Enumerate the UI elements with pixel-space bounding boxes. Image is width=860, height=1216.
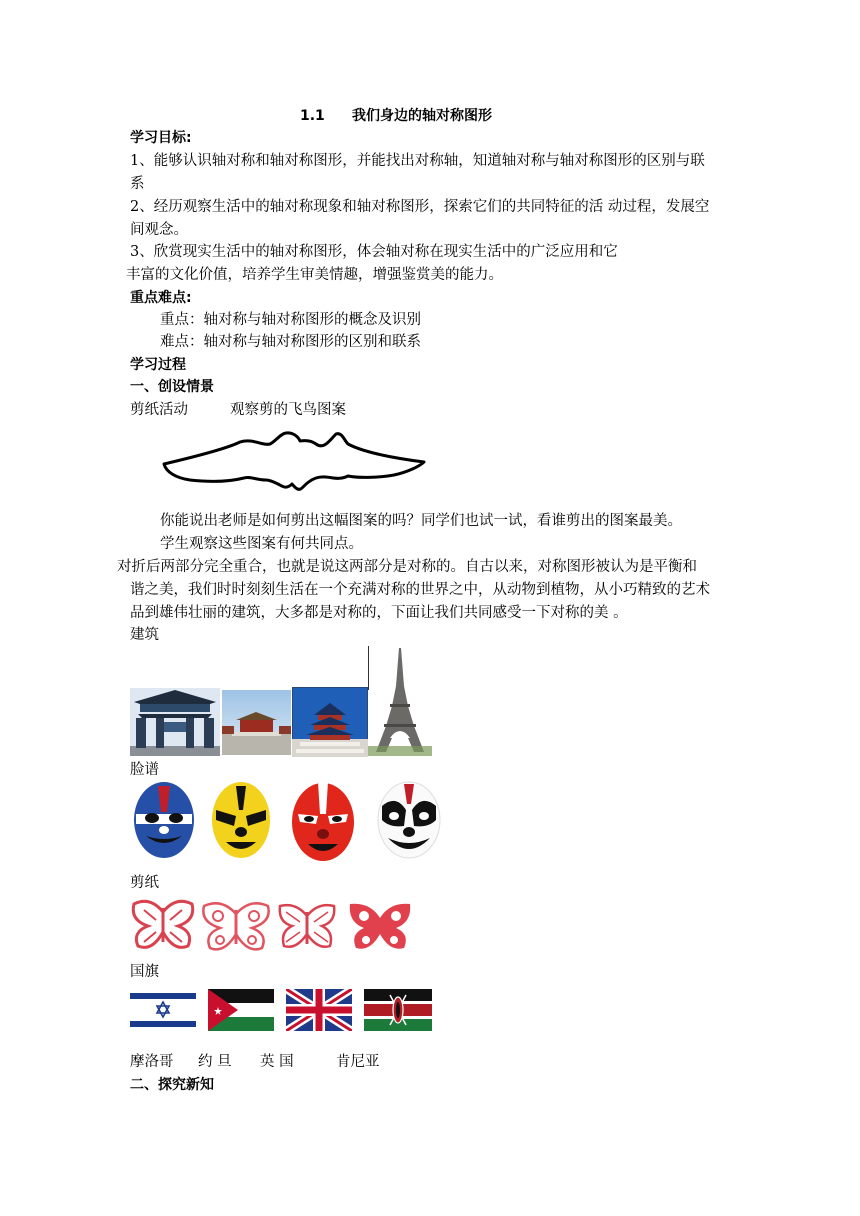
flag-jordan-image bbox=[208, 989, 274, 1031]
objective-2: 2、经历观察生活中的轴对称现象和轴对称图形，探索它们的共同特征的活 动过程，发展空 bbox=[130, 199, 710, 215]
temple-of-heaven-image bbox=[292, 687, 368, 757]
mask-yellow-image bbox=[210, 780, 272, 860]
flag-kenya-image bbox=[364, 989, 432, 1031]
section-1-heading: 一、创设情景 bbox=[130, 379, 214, 395]
paragraph-symmetry-1: 对折后两部分完全重合，也就是说这两部分是对称的。自古以来，对称图形被认为是平衡和 bbox=[117, 559, 697, 575]
flag-israel-image bbox=[130, 989, 196, 1031]
objective-3-cont: 丰富的文化价值，培养学生审美情趣，增强鉴赏美的能力。 bbox=[126, 267, 503, 283]
butterfly-papercut-1-image bbox=[130, 898, 196, 952]
butterfly-papercut-4-image bbox=[346, 902, 414, 952]
title-number: 1.1 bbox=[300, 108, 325, 124]
flag-name-jordan: 约 旦 bbox=[198, 1054, 232, 1070]
paragraph-question: 你能说出老师是如何剪出这幅图案的吗？同学们也试一试，看谁剪出的图案最美。 bbox=[160, 513, 682, 529]
architecture-label: 建筑 bbox=[130, 627, 159, 643]
flag-uk-image bbox=[286, 989, 352, 1031]
papercut-label: 剪纸 bbox=[130, 875, 159, 891]
paragraph-symmetry-2: 谐之美，我们时时刻刻生活在一个充满对称的世界之中，从动物到植物，从小巧精致的艺术 bbox=[130, 582, 710, 598]
flags-label: 国旗 bbox=[130, 964, 159, 980]
difficulty-point: 难点：轴对称与轴对称图形的区别和联系 bbox=[160, 334, 421, 350]
objective-1: 1、能够认识轴对称和轴对称图形，并能找出对称轴，知道轴对称与轴对称图形的区别与联 bbox=[130, 153, 705, 169]
activity-label: 剪纸活动 bbox=[130, 402, 188, 418]
butterfly-papercut-3-image bbox=[276, 902, 338, 952]
mask-blue-image bbox=[132, 780, 196, 860]
eiffel-tower-image bbox=[368, 646, 432, 756]
butterfly-papercut-2-image bbox=[200, 898, 272, 954]
bird-papercut-image bbox=[158, 426, 430, 500]
mask-black-white-image bbox=[376, 780, 442, 860]
forbidden-city-image bbox=[222, 690, 291, 755]
section-2-heading: 二、探究新知 bbox=[130, 1077, 214, 1093]
key-point: 重点：轴对称与轴对称图形的概念及识别 bbox=[160, 312, 421, 328]
masks-label: 脸谱 bbox=[130, 762, 159, 778]
flag-name-morocco: 摩洛哥 bbox=[130, 1054, 174, 1070]
objective-2-cont: 间观念。 bbox=[130, 222, 188, 238]
page-title: 我们身边的轴对称图形 bbox=[352, 108, 492, 124]
flag-name-uk: 英 国 bbox=[260, 1054, 294, 1070]
observe-label: 观察剪的飞鸟图案 bbox=[230, 402, 346, 418]
objective-3: 3、欣赏现实生活中的轴对称图形，体会轴对称在现实生活中的广泛应用和它 bbox=[130, 244, 618, 260]
paragraph-symmetry-3: 品到雄伟壮丽的建筑，大多都是对称的，下面让我们共同感受一下对称的美 。 bbox=[130, 605, 628, 621]
mask-red-image bbox=[290, 780, 356, 862]
objective-1-cont: 系 bbox=[130, 176, 145, 192]
flag-name-kenya: 肯尼亚 bbox=[336, 1054, 380, 1070]
archway-image bbox=[130, 688, 220, 756]
objectives-heading: 学习目标: bbox=[130, 130, 192, 146]
process-heading: 学习过程 bbox=[130, 357, 186, 373]
keypoints-heading: 重点难点: bbox=[130, 290, 192, 306]
paragraph-observe: 学生观察这些图案有何共同点。 bbox=[160, 536, 363, 552]
